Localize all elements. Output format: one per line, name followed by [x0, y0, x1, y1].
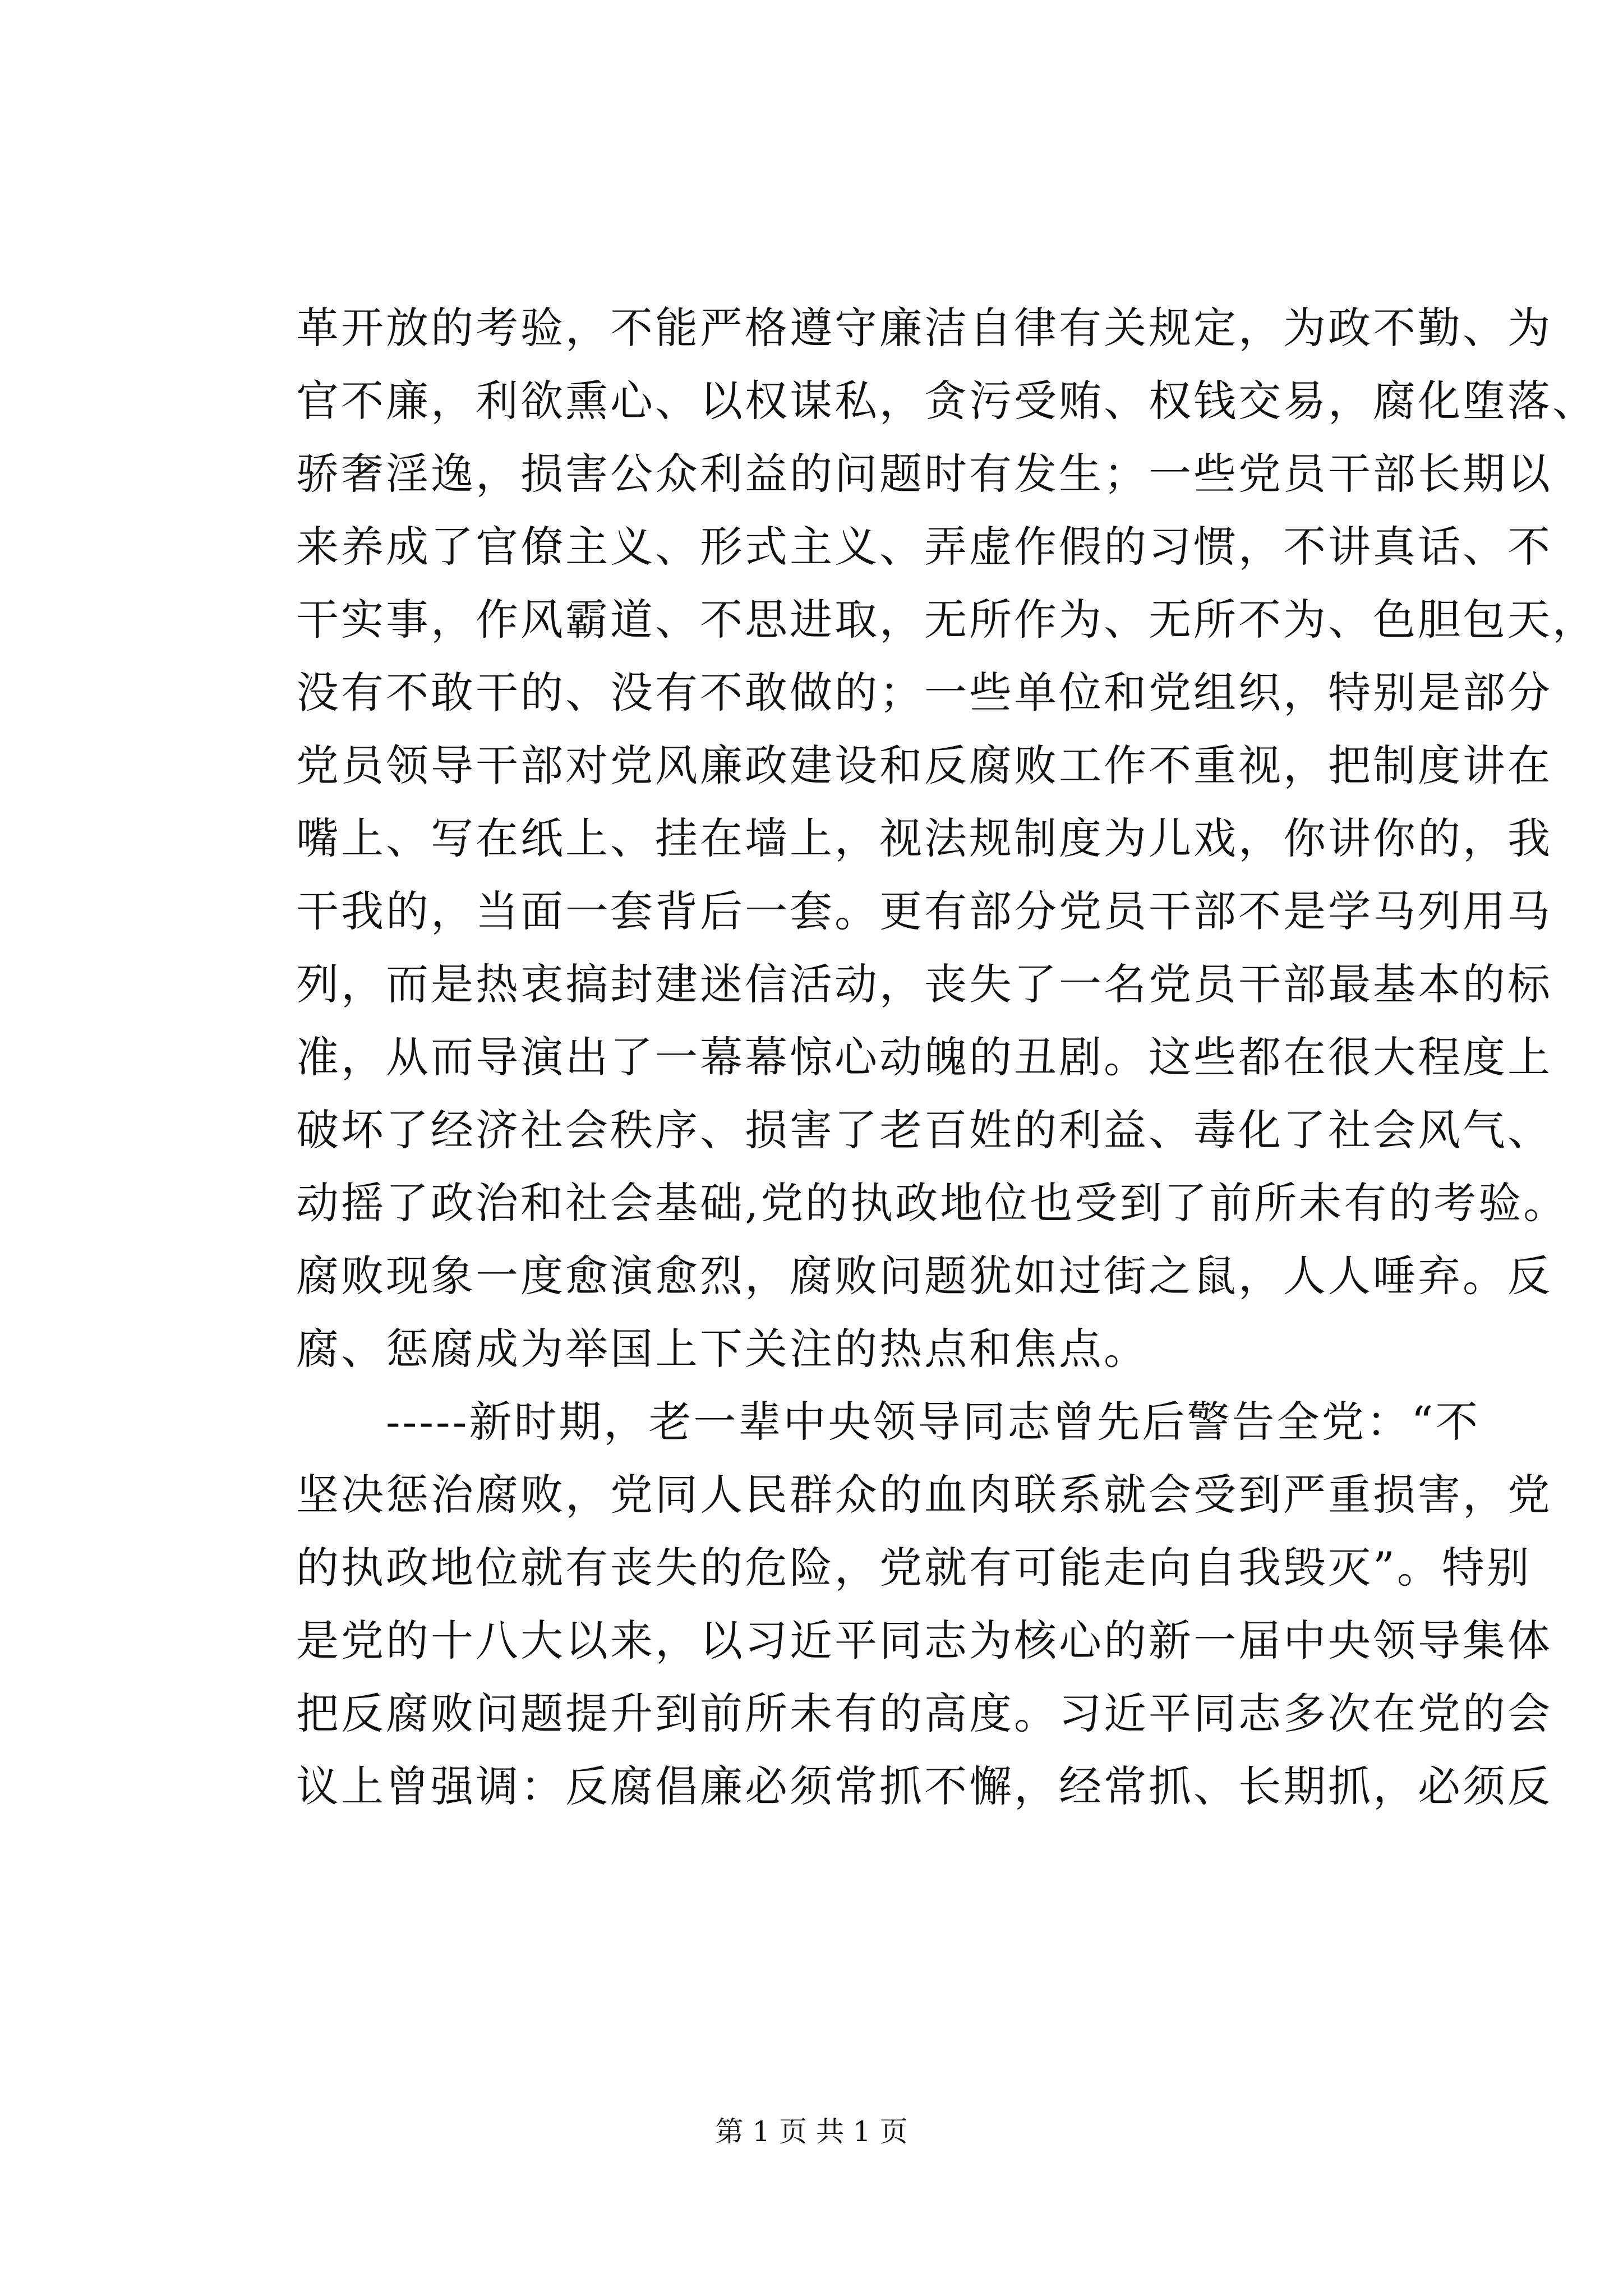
text-line: 嘴上、写在纸上、挂在墙上，视法规制度为儿戏，你讲你的，我 — [296, 813, 1552, 863]
text-line: 是党的十八大以来，以习近平同志为核心的新一届中央领导集体 — [296, 1616, 1552, 1665]
text-line: 干实事，作风霸道、不思进取，无所作为、无所不为、色胆包天， — [296, 595, 1597, 645]
text-line: 革开放的考验，不能严格遵守廉洁自律有关规定，为政不勤、为 — [296, 303, 1552, 353]
text-line: 没有不敢干的、没有不敢做的；一些单位和党组织，特别是部分 — [296, 668, 1552, 717]
text-line: 腐败现象一度愈演愈烈，腐败问题犹如过街之鼠，人人唾弃。反 — [296, 1251, 1552, 1301]
text-line-indented: -----新时期，老一辈中央领导同志曾先后警告全党：“不 — [386, 1397, 1481, 1447]
text-line: 来养成了官僚主义、形式主义、弄虚作假的习惯，不讲真话、不 — [296, 522, 1552, 572]
text-line: 骄奢淫逸，损害公众利益的问题时有发生；一些党员干部长期以 — [296, 449, 1552, 499]
text-line: 干我的，当面一套背后一套。更有部分党员干部不是学马列用马 — [296, 886, 1552, 936]
text-line: 议上曾强调：反腐倡廉必须常抓不懈，经常抓、长期抓，必须反 — [296, 1761, 1552, 1811]
text-line: 官不廉，利欲熏心、以权谋私，贪污受贿、权钱交易，腐化堕落、 — [296, 376, 1597, 426]
text-line: 准，从而导演出了一幕幕惊心动魄的丑剧。这些都在很大程度上 — [296, 1032, 1552, 1082]
text-line: 腐、惩腐成为举国上下关注的热点和焦点。 — [296, 1324, 1149, 1374]
text-line: 破坏了经济社会秩序、损害了老百姓的利益、毒化了社会风气、 — [296, 1105, 1552, 1155]
text-line: 坚决惩治腐败，党同人民群众的血肉联系就会受到严重损害，党 — [296, 1470, 1552, 1520]
text-line: 把反腐败问题提升到前所未有的高度。习近平同志多次在党的会 — [296, 1688, 1552, 1738]
page-footer: 第 1 页 共 1 页 — [715, 2115, 908, 2148]
text-line: 列，而是热衷搞封建迷信活动，丧失了一名党员干部最基本的标 — [296, 959, 1552, 1009]
text-line: 党员领导干部对党风廉政建设和反腐败工作不重视，把制度讲在 — [296, 740, 1552, 790]
text-line: 动摇了政治和社会基础,党的执政地位也受到了前所未有的考验。 — [296, 1178, 1569, 1228]
text-line: 的执政地位就有丧失的危险，党就有可能走向自我毁灭”。特别 — [296, 1543, 1532, 1593]
